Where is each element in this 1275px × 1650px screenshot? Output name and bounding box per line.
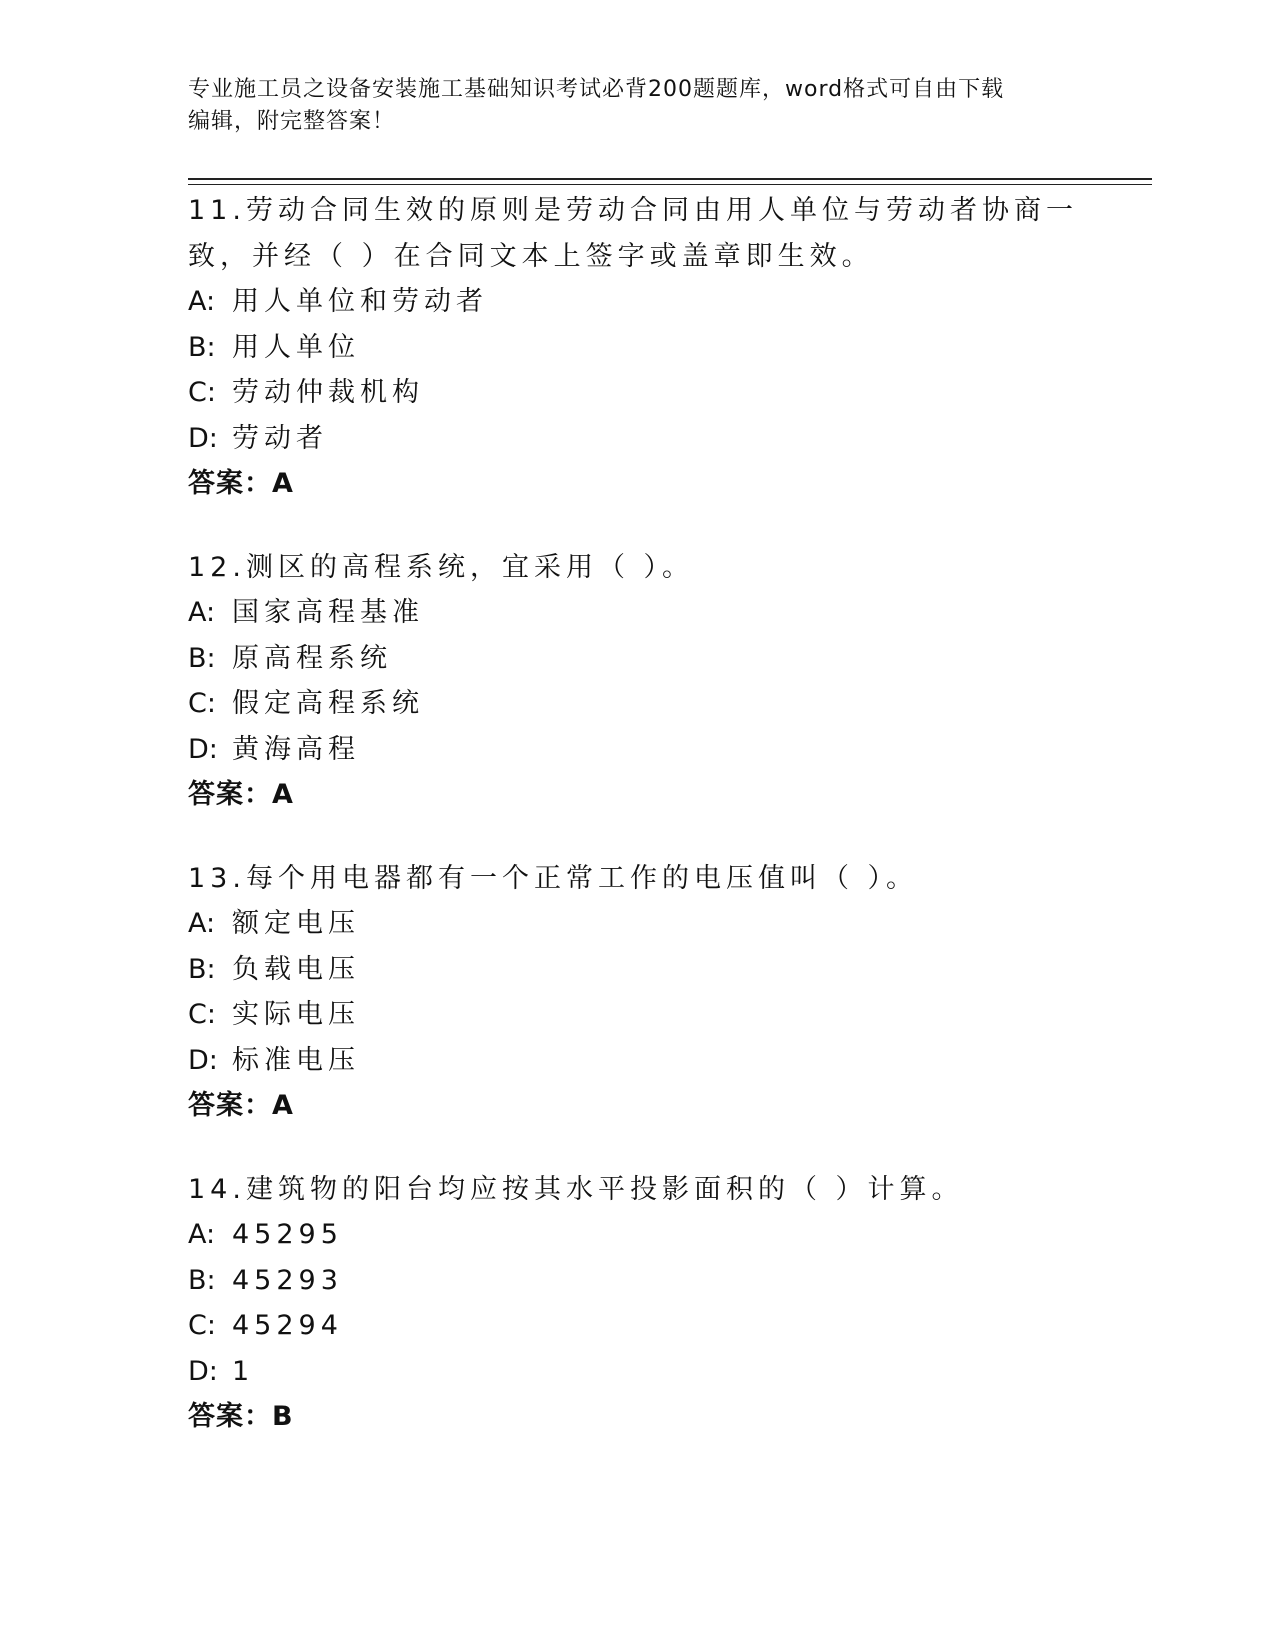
question-stem: 11.劳动合同生效的原则是劳动合同由用人单位与劳动者协商一致，并经（ ）在合同文本上签字或盖章即生效。 <box>188 195 1078 272</box>
option-a <box>188 279 1088 325</box>
question-stem: 13.每个用电器都有一个正常工作的电压值叫（ ）。 <box>188 862 919 894</box>
option-text: 原高程系统 <box>232 642 392 674</box>
option-key: C: <box>188 1310 216 1341</box>
header-divider-thin <box>188 184 1152 185</box>
option-text: 额定电压 <box>232 908 360 939</box>
option-key: C: <box>188 999 216 1030</box>
option-text: 劳动仲裁机构 <box>232 377 424 408</box>
document-header <box>188 74 1068 138</box>
option-b <box>188 947 1088 993</box>
option-text: 实际电压 <box>232 999 360 1030</box>
option-text: 1 <box>232 1355 255 1387</box>
option-text: 用人单位 <box>232 331 360 363</box>
option-a <box>188 1212 1088 1258</box>
option-key: D: <box>188 1044 218 1076</box>
option-key: B: <box>188 1264 216 1296</box>
option-text: 负载电压 <box>232 953 360 985</box>
option-text: 45293 <box>232 1264 343 1296</box>
option-d <box>188 1349 1088 1395</box>
option-text: 45295 <box>232 1219 343 1250</box>
header-title-line2: 编辑，附完整答案！ <box>188 109 396 134</box>
option-key: A: <box>188 597 216 628</box>
option-d <box>188 416 1088 462</box>
question-11 <box>188 188 1088 507</box>
option-c <box>188 370 1088 416</box>
answer-label: 答案：A <box>188 468 294 499</box>
answer-label: 答案：B <box>188 1401 294 1432</box>
option-key: A: <box>188 286 216 317</box>
answer-label: 答案：A <box>188 1090 294 1121</box>
option-b <box>188 1258 1088 1304</box>
option-key: C: <box>188 377 216 408</box>
option-d <box>188 727 1088 773</box>
option-key: B: <box>188 331 216 363</box>
answer-label: 答案：A <box>188 779 294 810</box>
option-text: 劳动者 <box>232 422 328 454</box>
option-text: 国家高程基准 <box>232 597 424 628</box>
question-14 <box>188 1167 1088 1440</box>
option-text: 黄海高程 <box>232 733 360 765</box>
option-d <box>188 1038 1088 1084</box>
option-c <box>188 1303 1088 1349</box>
option-key: D: <box>188 422 218 454</box>
option-text: 用人单位和劳动者 <box>232 286 488 317</box>
header-divider-thick <box>188 178 1152 180</box>
option-c <box>188 992 1088 1038</box>
question-12 <box>188 545 1088 818</box>
option-text: 标准电压 <box>232 1044 360 1076</box>
option-b <box>188 325 1088 371</box>
question-stem: 14.建筑物的阳台均应按其水平投影面积的（ ）计算。 <box>188 1173 964 1205</box>
option-key: D: <box>188 1355 218 1387</box>
option-text: 45294 <box>232 1310 343 1341</box>
question-stem: 12.测区的高程系统，宜采用（ ）。 <box>188 551 695 583</box>
option-text: 假定高程系统 <box>232 688 424 719</box>
option-key: B: <box>188 953 216 985</box>
option-a <box>188 590 1088 636</box>
option-key: A: <box>188 908 216 939</box>
option-key: B: <box>188 642 216 674</box>
question-list <box>188 188 1088 1478</box>
question-13 <box>188 856 1088 1129</box>
option-key: C: <box>188 688 216 719</box>
option-key: A: <box>188 1219 216 1250</box>
option-a <box>188 901 1088 947</box>
option-key: D: <box>188 733 218 765</box>
option-c <box>188 681 1088 727</box>
option-b <box>188 636 1088 682</box>
header-title-line1: 专业施工员之设备安装施工基础知识考试必背200题题库，word格式可自由下载 <box>188 77 1005 102</box>
